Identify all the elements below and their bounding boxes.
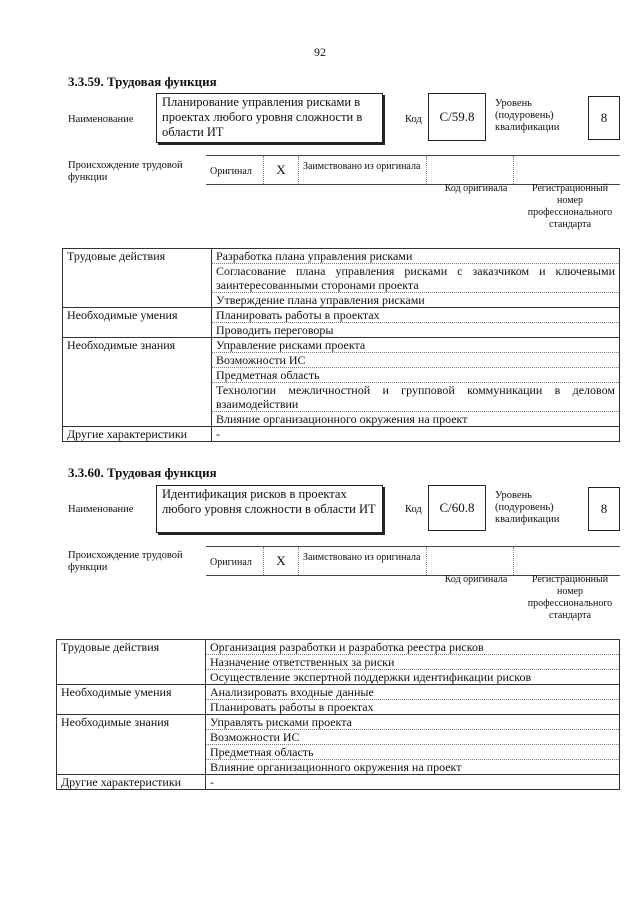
code-label: Код bbox=[405, 504, 422, 515]
characteristics-table bbox=[62, 248, 620, 442]
table-row bbox=[63, 308, 620, 323]
function-name-box: Планирование управления рисками в проектах любого уровня сложности в области ИТ bbox=[156, 93, 383, 143]
group-item: Планировать работы в проектах bbox=[212, 308, 620, 323]
group-label: Необходимые умения bbox=[57, 685, 206, 715]
group-label: Необходимые знания bbox=[63, 338, 212, 427]
group-item: Назначение ответственных за риски bbox=[206, 655, 620, 670]
code-value-box: C/60.8 bbox=[428, 485, 486, 531]
group-item: Управление рисками проекта bbox=[212, 338, 620, 353]
group-item: Влияние организационного окружения на проект bbox=[206, 760, 620, 775]
group-item: Возможности ИС bbox=[206, 730, 620, 745]
original-label: Оригинал bbox=[206, 547, 264, 575]
group-label: Необходимые знания bbox=[57, 715, 206, 775]
code-original-cell bbox=[427, 156, 514, 184]
table-row bbox=[63, 427, 620, 442]
group-item: Предметная область bbox=[212, 368, 620, 383]
group-item: Осуществление экспертной поддержки идентификации рисков bbox=[206, 670, 620, 685]
origin-label: Происхождение трудовой функции bbox=[68, 550, 183, 573]
code-original-cell bbox=[427, 547, 514, 575]
group-item: - bbox=[206, 775, 620, 790]
table-row bbox=[57, 715, 620, 730]
group-item: Согласование плана управления рисками с заказчиком и ключевыми заинтересованными сторонами проекта bbox=[212, 264, 620, 293]
table-row bbox=[57, 775, 620, 790]
reg-number-cell bbox=[514, 547, 620, 575]
group-item: Планировать работы в проектах bbox=[206, 700, 620, 715]
table-row bbox=[57, 640, 620, 655]
borrowed-label: Заимствовано из оригинала bbox=[299, 156, 427, 184]
section-title: 3.3.59. Трудовая функция bbox=[68, 74, 217, 89]
group-label: Другие характеристики bbox=[63, 427, 212, 442]
reg-number-cell bbox=[514, 156, 620, 184]
group-label: Необходимые умения bbox=[63, 308, 212, 338]
group-item: Проводить переговоры bbox=[212, 323, 620, 338]
group-label: Трудовые действия bbox=[57, 640, 206, 685]
name-label: Наименование bbox=[68, 504, 134, 515]
characteristics-table bbox=[56, 639, 620, 790]
group-item: Технологии межличностной и групповой коммуникации в деловом взаимодействии bbox=[212, 383, 620, 412]
code-original-caption: Код оригинала bbox=[444, 183, 508, 194]
original-mark: X bbox=[264, 156, 299, 184]
code-original-caption: Код оригинала bbox=[444, 574, 508, 585]
name-label: Наименование bbox=[68, 114, 134, 125]
group-item: - bbox=[212, 427, 620, 442]
group-item: Влияние организационного окружения на проект bbox=[212, 412, 620, 427]
code-value-box: C/59.8 bbox=[428, 93, 486, 141]
table-row bbox=[63, 249, 620, 264]
group-label: Другие характеристики bbox=[57, 775, 206, 790]
table-row bbox=[57, 685, 620, 700]
level-value-box: 8 bbox=[588, 96, 620, 140]
level-value-box: 8 bbox=[588, 487, 620, 531]
group-item: Возможности ИС bbox=[212, 353, 620, 368]
origin-row bbox=[206, 546, 620, 576]
code-label: Код bbox=[405, 114, 422, 125]
group-label: Трудовые действия bbox=[63, 249, 212, 308]
section-title: 3.3.60. Трудовая функция bbox=[68, 465, 217, 480]
group-item: Разработка плана управления рисками bbox=[212, 249, 620, 264]
reg-number-caption: Регистрационный номер профессионального стандарта bbox=[527, 183, 613, 230]
group-item: Утверждение плана управления рисками bbox=[212, 293, 620, 308]
page-number: 92 bbox=[314, 45, 326, 59]
original-label: Оригинал bbox=[206, 156, 264, 184]
function-name-box: Идентификация рисков в проектах любого уровня сложности в области ИТ bbox=[156, 485, 383, 533]
group-item: Предметная область bbox=[206, 745, 620, 760]
original-mark: X bbox=[264, 547, 299, 575]
table-row bbox=[63, 338, 620, 353]
group-item: Организация разработки и разработка реестра рисков bbox=[206, 640, 620, 655]
reg-number-caption: Регистрационный номер профессионального стандарта bbox=[527, 574, 613, 621]
level-label: Уровень (подуровень) квалификации bbox=[495, 490, 560, 525]
origin-row bbox=[206, 155, 620, 185]
group-item: Анализировать входные данные bbox=[206, 685, 620, 700]
borrowed-label: Заимствовано из оригинала bbox=[299, 547, 427, 575]
group-item: Управлять рисками проекта bbox=[206, 715, 620, 730]
origin-label: Происхождение трудовой функции bbox=[68, 160, 183, 183]
level-label: Уровень (подуровень) квалификации bbox=[495, 98, 560, 133]
